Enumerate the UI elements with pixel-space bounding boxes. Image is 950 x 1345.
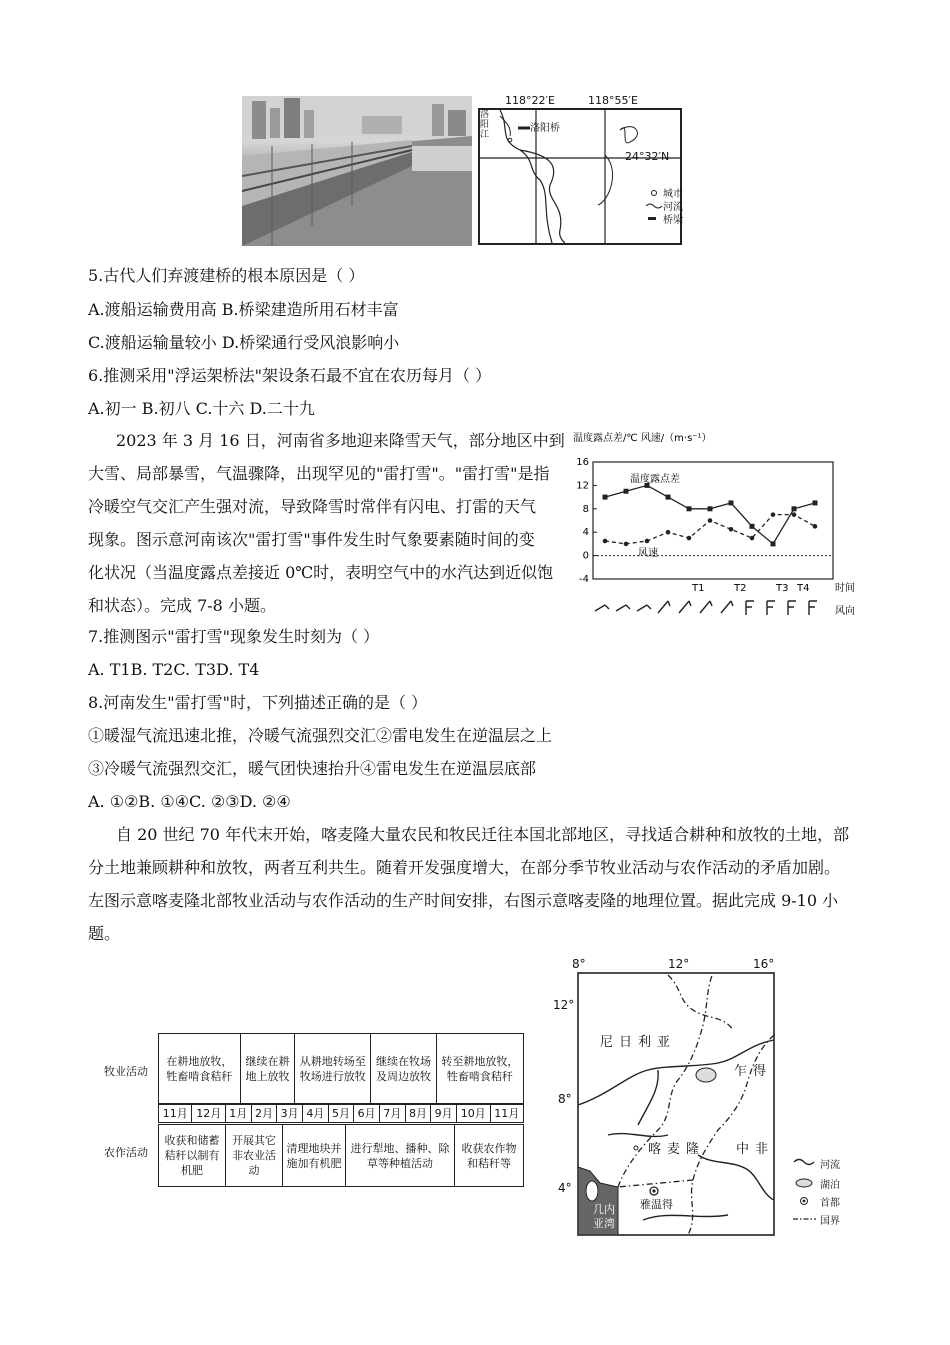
month-cell: 1月 xyxy=(225,1105,251,1123)
map2-label-car: 中非 xyxy=(736,1142,775,1157)
y-tick-label: 0 xyxy=(582,550,589,562)
month-cell: 8月 xyxy=(405,1105,431,1123)
lake-chad xyxy=(696,1068,716,1082)
legend-dewpoint: 温度露点差 xyxy=(630,474,680,485)
q8-statement-1: ①暖湿气流迅速北推，冷暖气流强烈交汇②雷电发生在逆温层之上 xyxy=(88,726,553,745)
dewpoint-point xyxy=(750,524,755,529)
x-tick-label: T2 xyxy=(734,583,747,594)
wind-direction-label: 风向 xyxy=(835,606,855,617)
wind-point xyxy=(666,530,671,535)
wind-barb xyxy=(788,601,796,615)
wind-barb xyxy=(767,601,775,615)
farming-cell: 收获农作物和秸秆等 xyxy=(455,1125,524,1187)
dewpoint-point xyxy=(792,506,797,511)
weather-chart xyxy=(565,425,865,625)
month-cell: 3月 xyxy=(277,1105,303,1123)
wind-point xyxy=(708,518,713,523)
dewpoint-point xyxy=(603,495,608,500)
passage2-line: 冷暖空气交汇产生强对流，导致降雪时常伴有闪电、打雷的天气 xyxy=(88,497,537,516)
wind-point xyxy=(750,536,755,541)
farming-cell: 收获和储蓄秸秆以制有机肥 xyxy=(159,1125,226,1187)
y-tick-label: -4 xyxy=(579,574,589,585)
luoyang-location-map xyxy=(478,108,682,245)
map1-legend-city: 城市 xyxy=(663,189,683,200)
map2-lon-16: 16° xyxy=(753,957,775,971)
map2-legend-lake: 湖泊 xyxy=(820,1180,840,1191)
wind-point xyxy=(771,512,776,517)
map2-label-nigeria: 尼日利亚 xyxy=(600,1035,677,1050)
q6-stem: 6.推测采用"浮运架桥法"架设条石最不宜在农历每月（ ） xyxy=(88,366,492,385)
month-cell: 11月 xyxy=(490,1105,524,1123)
farming-cell: 开展其它非农业活动 xyxy=(226,1125,283,1187)
wind-point xyxy=(645,539,650,544)
series-dewpoint-line xyxy=(605,485,815,544)
map1-lat: 24°32′N xyxy=(625,150,670,163)
farming-cell: 进行犁地、播种、除草等种植活动 xyxy=(346,1125,455,1187)
legend-river-symbol xyxy=(794,1160,814,1165)
map2-lon-12: 12° xyxy=(668,957,690,971)
month-cell: 4月 xyxy=(302,1105,328,1123)
livestock-cell: 继续在牧场及周边放牧 xyxy=(371,1034,436,1104)
passage3-line: 左图示意喀麦隆北部牧业活动与农作活动的生产时间安排，右图示意喀麦隆的地理位置。据此完成 9-10 小 xyxy=(88,891,839,910)
series-wind-points xyxy=(603,512,818,546)
livestock-cell: 在耕地放牧，牲畜啃食秸秆 xyxy=(159,1034,241,1104)
month-cell: 9月 xyxy=(431,1105,457,1123)
wind-point xyxy=(603,539,608,544)
map1-lon2: 118°55′E xyxy=(588,94,638,107)
y-tick-label: 8 xyxy=(582,503,589,515)
passage2-line: 现象。图示意河南该次"雷打雪"事件发生时气象要素随时间的变 xyxy=(88,530,535,549)
map2-label-capital: 雅温得 xyxy=(640,1198,673,1211)
passage2-line: 大雪、局部暴雪，气温骤降，出现罕见的"雷打雪"。"雷打雪"是指 xyxy=(88,464,550,483)
wind-barb xyxy=(721,601,733,613)
wind-point xyxy=(813,524,818,529)
livestock-cell: 继续在耕地上放牧 xyxy=(240,1034,294,1104)
dewpoint-point xyxy=(687,506,692,511)
passage3-line: 自 20 世纪 70 年代末开始，喀麦隆大量农民和牧民迁往本国北部地区，寻找适合耕种和放牧的土地，部 xyxy=(116,825,850,844)
y-tick-label: 16 xyxy=(576,457,589,468)
wind-barb xyxy=(616,605,630,611)
q5-options-cd: C.渡船运输量较小 D.桥梁通行受风浪影响小 xyxy=(88,333,400,352)
dewpoint-point xyxy=(771,541,776,546)
livestock-cell: 转至耕地放牧，牲畜啃食秸秆 xyxy=(436,1034,523,1104)
wind-point xyxy=(792,512,797,517)
wind-point xyxy=(624,542,629,547)
month-row-table xyxy=(158,1104,524,1123)
passage2-line: 和状态）。完成 7-8 小题。 xyxy=(88,596,276,615)
livestock-schedule-table xyxy=(158,1033,524,1104)
map2-lat-8: 8° xyxy=(558,1092,572,1106)
chart-ylabel-text: 温度露点差/℃ 风速/（m·s⁻¹） xyxy=(573,433,712,444)
dewpoint-point xyxy=(729,500,734,505)
month-cell: 6月 xyxy=(354,1105,380,1123)
passage2-line: 化状况（当温度露点差接近 0℃时，表明空气中的水汽达到近似饱 xyxy=(88,563,554,582)
chart-x-ticks xyxy=(691,583,809,594)
month-cell: 7月 xyxy=(380,1105,406,1123)
map2-label-chad: 乍得 xyxy=(734,1064,773,1079)
month-cell: 5月 xyxy=(328,1105,354,1123)
passage-cameroon xyxy=(88,818,878,950)
wind-barb xyxy=(809,601,817,615)
q8-options: A. ①②B. ①④C. ②③D. ②④ xyxy=(88,792,291,811)
legend-wind: 风速 xyxy=(638,548,658,559)
wind-barb xyxy=(637,605,651,611)
x-tick-label: T3 xyxy=(776,583,789,594)
livestock-cell: 从耕地转场至牧场进行放牧 xyxy=(295,1034,371,1104)
q7-stem: 7.推测图示"雷打雪"现象发生时刻为（ ） xyxy=(88,627,380,646)
bridge-photo-illustration xyxy=(242,96,472,246)
month-cell: 11月 xyxy=(159,1105,192,1123)
q7-options: A. T1B. T2C. T3D. T4 xyxy=(88,660,260,679)
month-cell: 2月 xyxy=(251,1105,277,1123)
map2-lat-12: 12° xyxy=(553,998,575,1012)
q8-statement-2: ③冷暖气流强烈交汇，暖气团快速抬升④雷电发生在逆温层底部 xyxy=(88,759,537,778)
wind-barb xyxy=(700,601,712,613)
chart-y-ticks xyxy=(576,457,597,585)
wind-barb xyxy=(658,601,670,613)
month-cell: 10月 xyxy=(457,1105,490,1123)
map2-legend-river: 河流 xyxy=(820,1160,840,1171)
wind-point xyxy=(687,536,692,541)
farming-schedule-table xyxy=(158,1124,524,1187)
passage2-line: 2023 年 3 月 16 日，河南省多地迎来降雪天气，部分地区中到 xyxy=(116,431,565,450)
map1-lon1: 118°22′E xyxy=(505,94,555,107)
map1-place-bridge: 洛阳桥 xyxy=(530,123,560,134)
y-tick-label: 12 xyxy=(576,480,589,492)
map1-place-river: 洛阳江 xyxy=(480,110,490,140)
bioko-island xyxy=(586,1181,598,1201)
farming-cell: 清理地块并施加有机肥 xyxy=(283,1125,346,1187)
wind-barb xyxy=(679,601,691,613)
month-cell: 12月 xyxy=(192,1105,225,1123)
schedule-row-label-livestock: 牧业活动 xyxy=(104,1065,148,1078)
map2-lat-4: 4° xyxy=(558,1181,572,1195)
map2-lon-8: 8° xyxy=(572,957,586,971)
q8-stem: 8.河南发生"雷打雪"时，下列描述正确的是（ ） xyxy=(88,693,428,712)
map1-legend-river: 河流 xyxy=(663,202,683,213)
cameroon-map xyxy=(548,955,838,1245)
map1-legend-bridge: 桥梁 xyxy=(663,215,683,226)
q5-stem: 5.古代人们弃渡建桥的根本原因是（ ） xyxy=(88,266,365,285)
dewpoint-point xyxy=(708,506,713,511)
map2-legend-capital: 首都 xyxy=(820,1198,840,1209)
dewpoint-point xyxy=(813,500,818,505)
map2-label-cameroon: 喀麦隆 xyxy=(648,1142,706,1157)
chart-plot-frame xyxy=(593,462,833,579)
wind-point xyxy=(729,527,734,532)
map2-legend-border: 国界 xyxy=(820,1216,840,1227)
passage-thunder-snow xyxy=(88,424,568,622)
map2-label-gulf: 几内亚湾 xyxy=(593,1203,615,1230)
wind-direction-barbs xyxy=(595,601,817,615)
schedule-row-label-farming: 农作活动 xyxy=(104,1146,148,1159)
q5-options-ab: A.渡船运输费用高 B.桥梁建造所用石材丰富 xyxy=(88,300,399,319)
chart-ylabel xyxy=(573,431,712,444)
luoyang-bridge-photo xyxy=(242,96,472,246)
q6-options: A.初一 B.初八 C.十六 D.二十九 xyxy=(88,399,315,418)
legend-lake-symbol xyxy=(796,1179,812,1187)
wind-barb xyxy=(595,605,609,611)
dewpoint-point xyxy=(666,495,671,500)
passage3-line: 题。 xyxy=(88,924,121,943)
chart-xlabel: 时间 xyxy=(835,583,855,594)
y-tick-label: 4 xyxy=(582,527,589,539)
x-tick-label: T4 xyxy=(797,583,810,594)
dewpoint-point xyxy=(624,489,629,494)
x-tick-label: T1 xyxy=(692,583,705,594)
passage3-line: 分土地兼顾耕种和放牧，两者互利共生。随着开发强度增大，在部分季节牧业活动与农作活动的矛盾加剧。 xyxy=(88,858,841,877)
wind-barb xyxy=(746,601,754,615)
